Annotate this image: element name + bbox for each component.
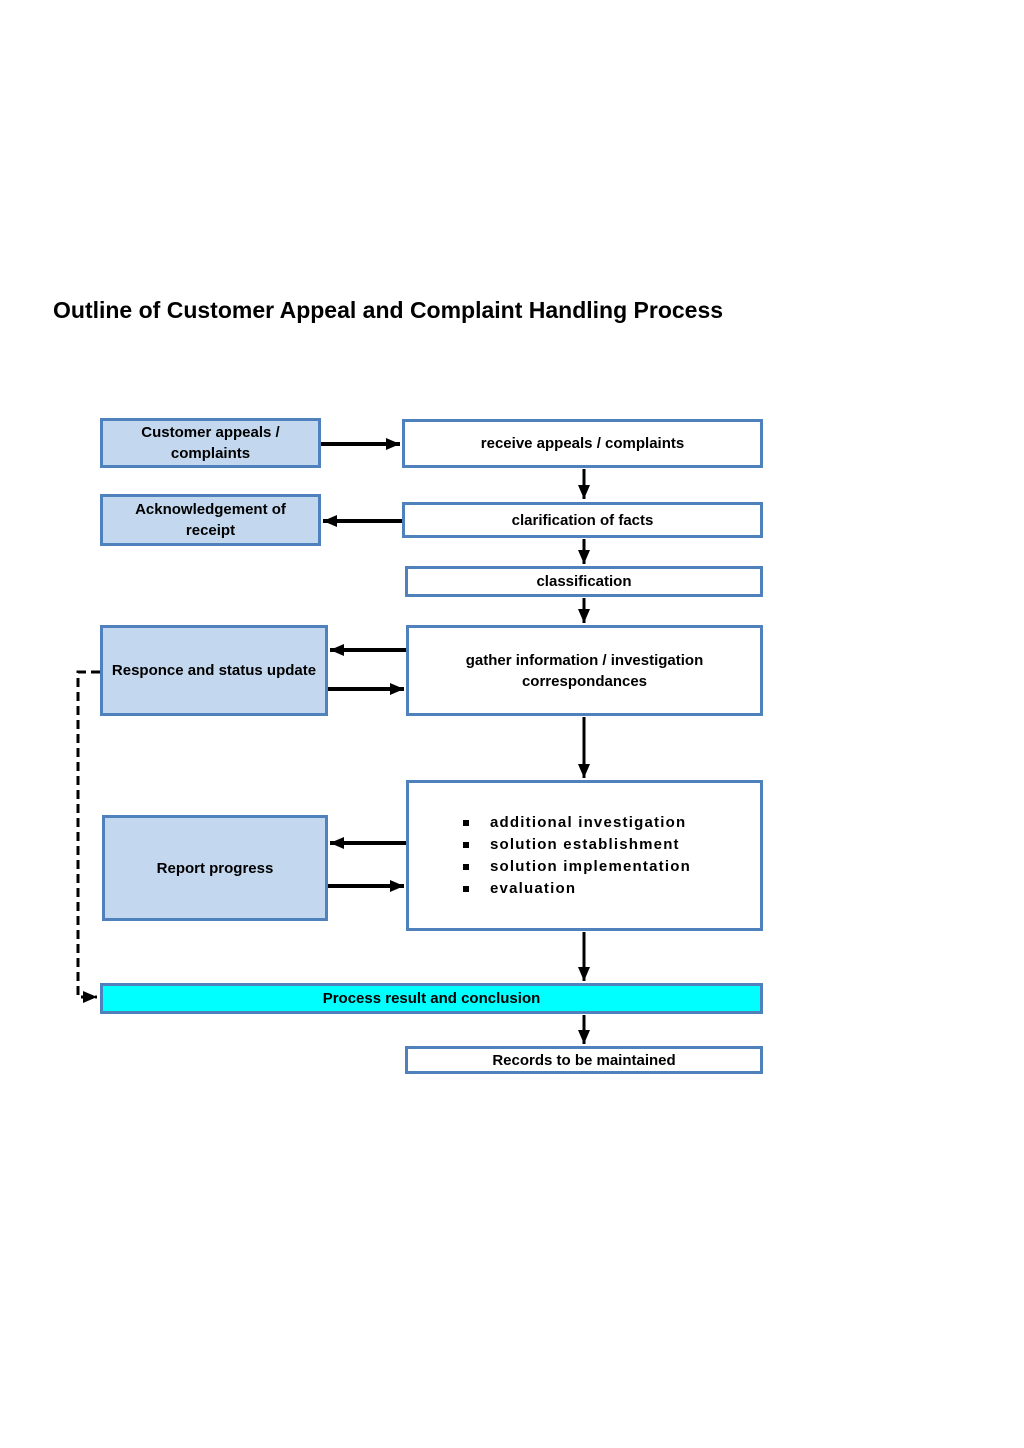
node-classification <box>405 566 763 597</box>
bullet-label: additional investigation <box>490 813 687 831</box>
bullet-item <box>463 812 691 834</box>
node-report-progress <box>102 815 328 921</box>
node-label: Customer appeals / complaints <box>141 424 280 462</box>
node-responce-status-update <box>100 625 328 716</box>
square-bullet-icon <box>463 864 469 870</box>
node-label: Acknowledgement of receipt <box>135 501 286 539</box>
square-bullet-icon <box>463 842 469 848</box>
bullet-label: solution implementation <box>490 857 691 875</box>
node-label: classification <box>536 573 632 590</box>
dashed-feedback-connector <box>78 672 100 997</box>
node-gather-information <box>406 625 763 716</box>
bullet-label: evaluation <box>490 879 577 897</box>
diagram-title: Outline of Customer Appeal and Complaint Handling Process <box>53 297 724 323</box>
node-acknowledgement <box>100 494 321 546</box>
bullet-item <box>463 878 691 900</box>
bullet-item <box>463 834 691 856</box>
node-clarification <box>402 502 763 538</box>
bullet-item <box>463 856 691 878</box>
square-bullet-icon <box>463 886 469 892</box>
node-label: Responce and status update <box>111 662 317 679</box>
square-bullet-icon <box>463 820 469 826</box>
node-label: clarification of facts <box>511 511 654 529</box>
node-receive-appeals <box>402 419 763 468</box>
node-process-result <box>100 983 763 1014</box>
node-label: Records to be maintained <box>492 1051 676 1069</box>
node-action-list <box>406 780 763 931</box>
action-bullet-list <box>463 812 691 900</box>
node-label: receive appeals / complaints <box>480 435 685 452</box>
node-label: gather information / investigation correspondances <box>465 651 704 690</box>
node-customer-appeals <box>100 418 321 468</box>
node-records-maintained <box>405 1046 763 1074</box>
node-label: Report progress <box>156 859 274 877</box>
node-label: Process result and conclusion <box>322 990 541 1007</box>
bullet-label: solution establishment <box>490 835 680 853</box>
